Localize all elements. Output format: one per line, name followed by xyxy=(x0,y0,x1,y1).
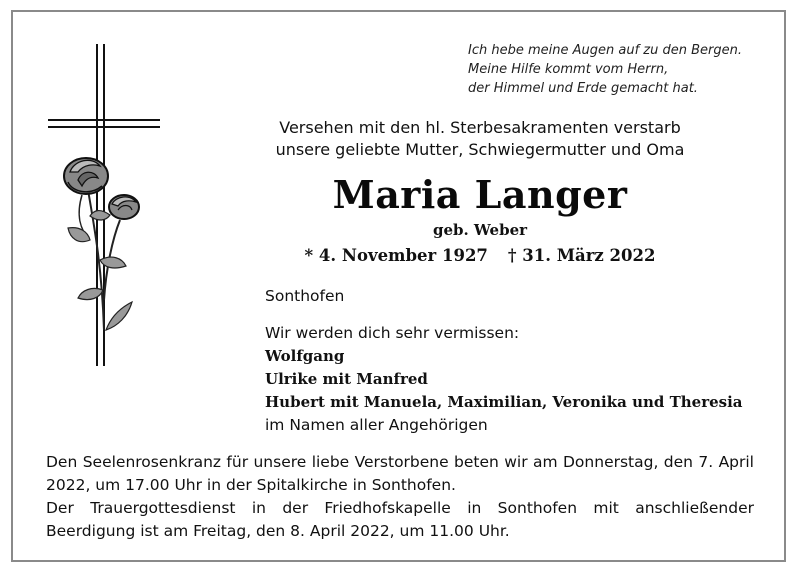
intro-line: Versehen mit den hl. Sterbesakramenten verstarb xyxy=(279,118,681,137)
funeral-notice: Der Trauergottesdienst in der Friedhofskapelle in Sonthofen mit anschließender Beerdigung ist am Freitag, den 8. April 2022, um 11.00 Uhr. xyxy=(46,499,754,540)
service-notice xyxy=(46,451,754,543)
mourners-opening: Wir werden dich sehr vermissen: xyxy=(265,324,520,342)
mourner-name: Hubert mit Manuela, Maximilian, Veronika und Theresia xyxy=(265,393,743,411)
psalm-line: Meine Hilfe kommt vom Herrn, xyxy=(468,62,669,77)
maiden-name: geb. Weber xyxy=(432,221,528,239)
place-of-residence: Sonthofen xyxy=(265,287,345,305)
mourners-block xyxy=(265,322,780,437)
mourner-name: Wolfgang xyxy=(265,347,345,365)
psalm-line: Ich hebe meine Augen auf zu den Bergen. xyxy=(468,43,742,58)
life-dates xyxy=(245,244,715,268)
death-date: † 31. März 2022 xyxy=(507,246,656,265)
rosary-notice: Den Seelenrosenkranz für unsere liebe Verstorbene beten wir am Donnerstag, den 7. April 2022, um 17.00 Uhr in der Spitalkirche in Sonthofen. xyxy=(46,453,754,494)
psalm-quote xyxy=(468,41,768,98)
cross-with-roses-icon xyxy=(40,40,180,370)
deceased-name: Maria Langer xyxy=(332,172,628,217)
mourners-closing: im Namen aller Angehörigen xyxy=(265,416,488,434)
intro-text xyxy=(245,117,715,161)
mourner-name: Ulrike mit Manfred xyxy=(265,370,428,388)
birth-date: * 4. November 1927 xyxy=(304,246,488,265)
intro-line: unsere geliebte Mutter, Schwiegermutter und Oma xyxy=(275,140,685,159)
psalm-line: der Himmel und Erde gemacht hat. xyxy=(468,81,698,96)
